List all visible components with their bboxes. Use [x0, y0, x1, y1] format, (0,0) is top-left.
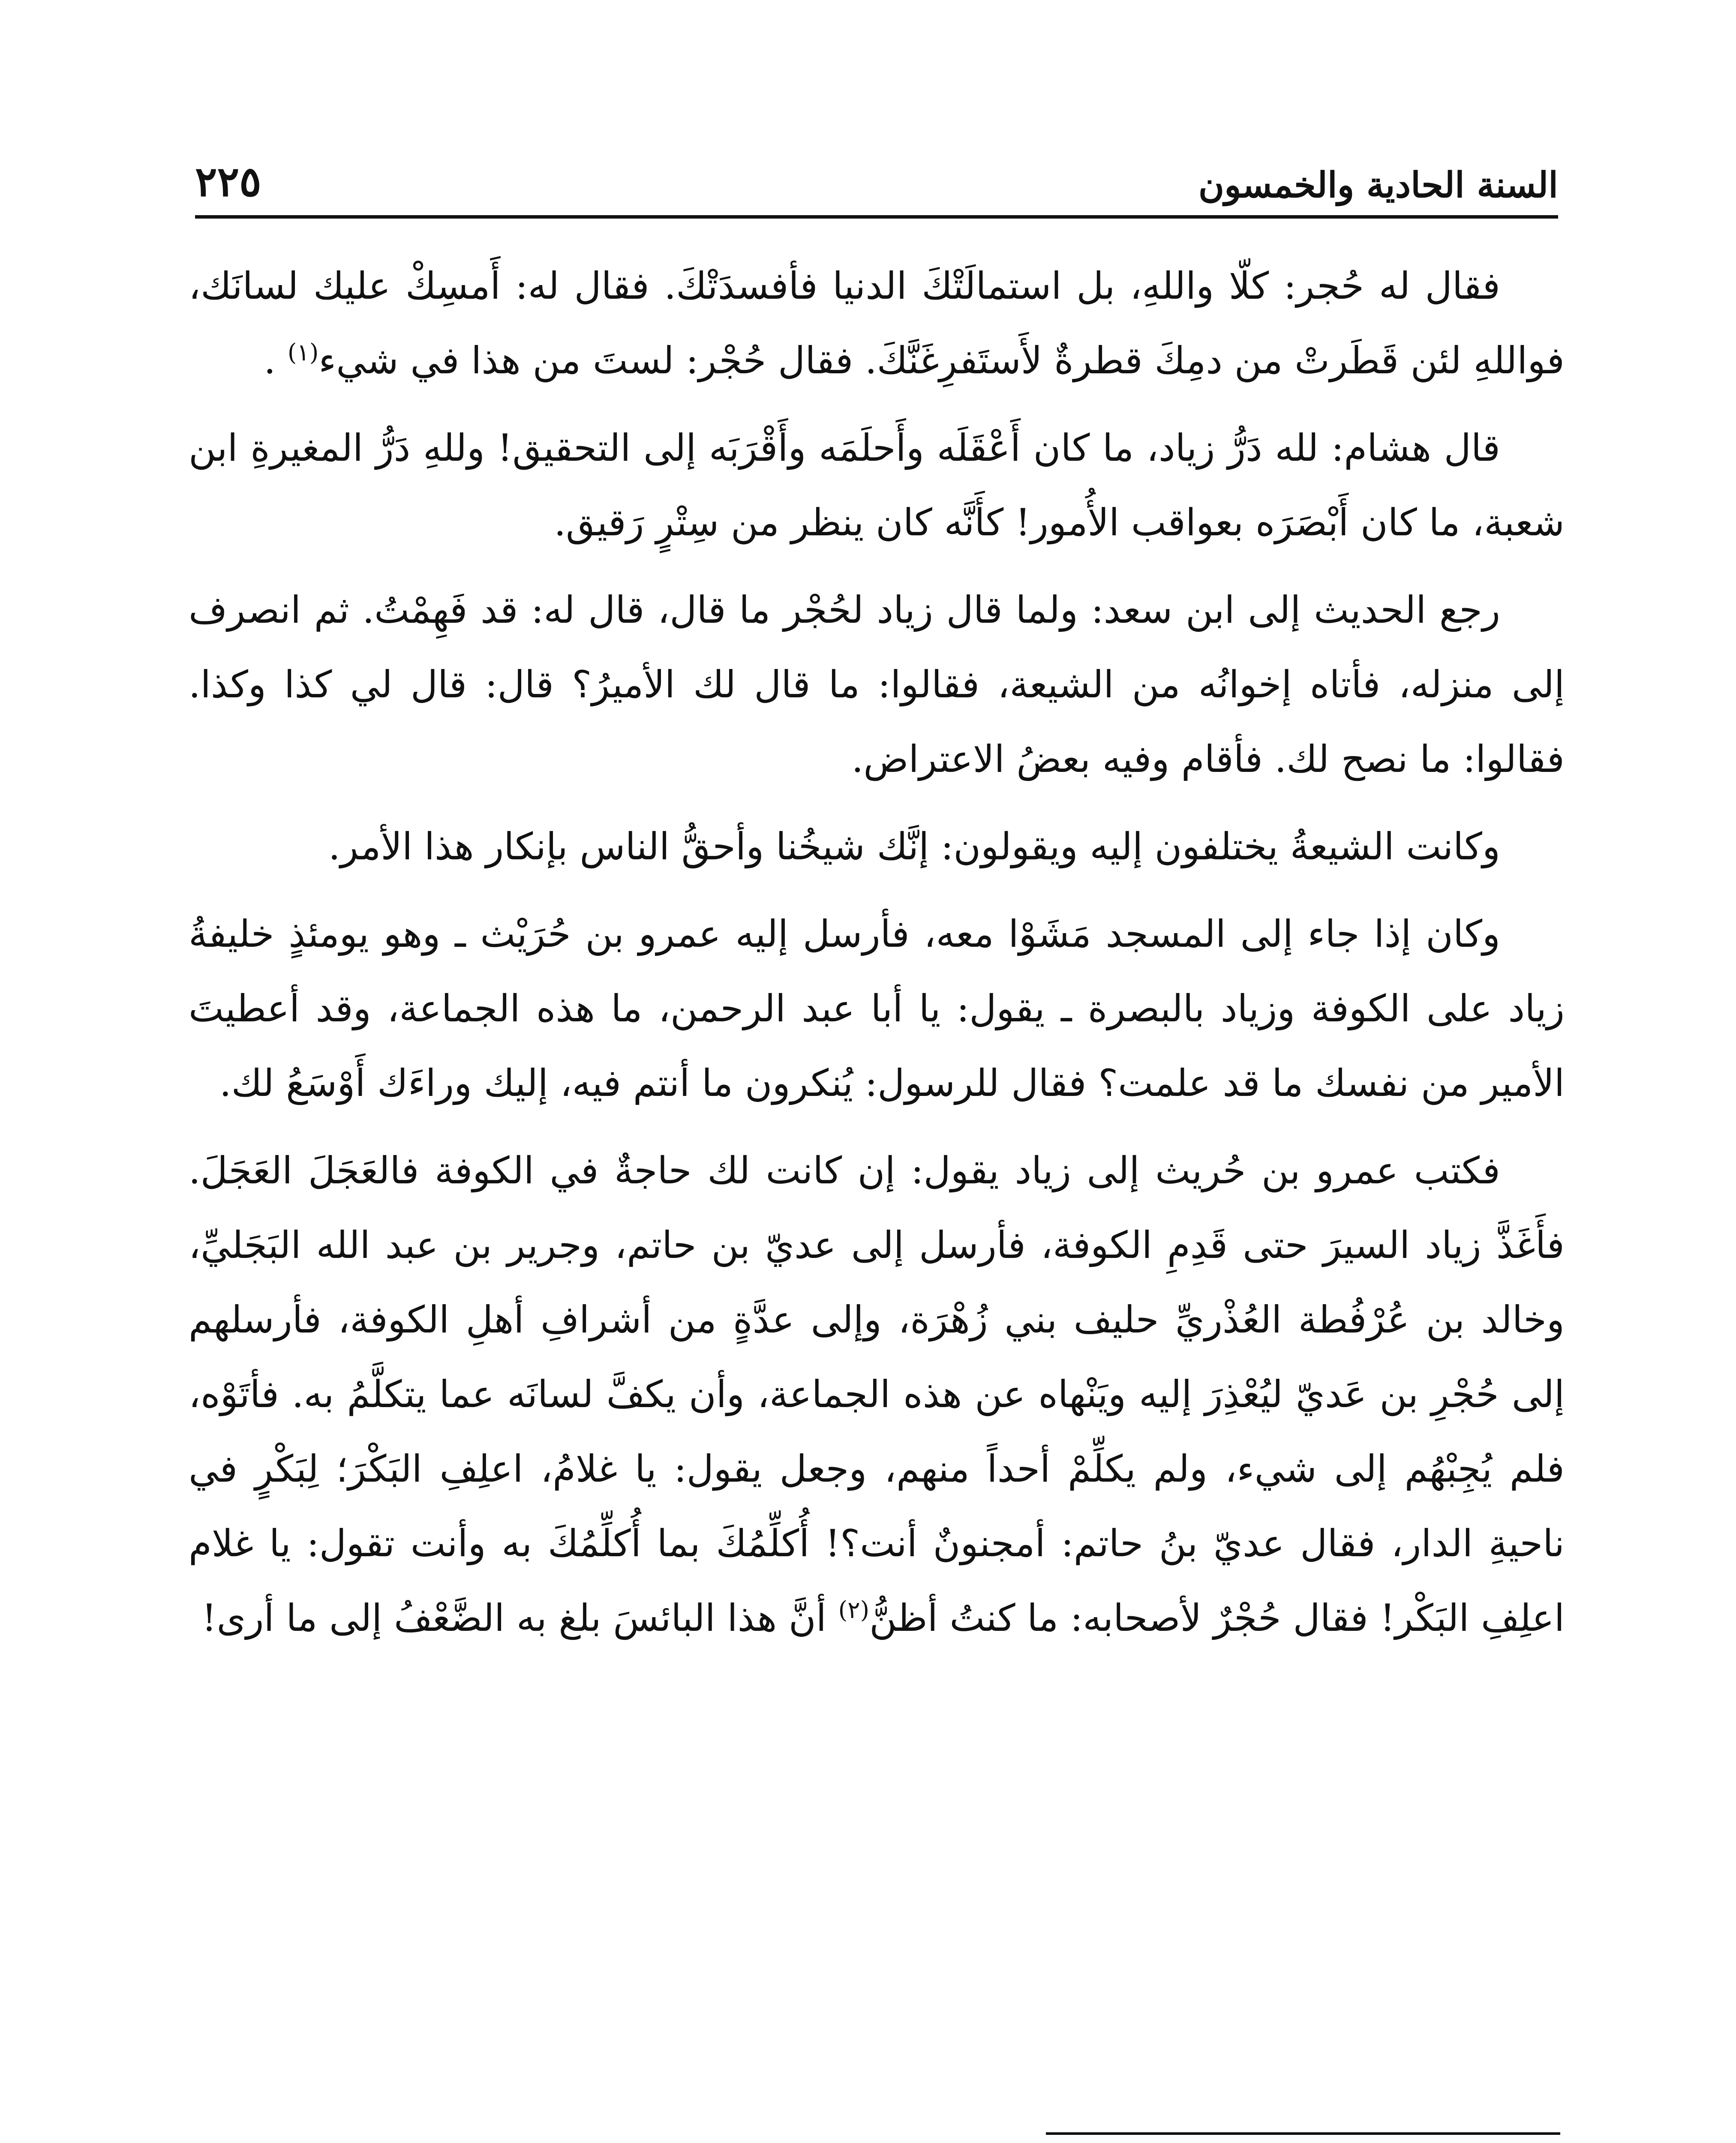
footnote-ref-2: (٢) [838, 1596, 870, 1624]
paragraph-6 [189, 1133, 1565, 1655]
footnote-ref-1: (١) [287, 339, 319, 366]
paragraph-3: رجع الحديث إلى ابن سعد: ولما قال زياد لحُجْر ما قال، قال له: قد فَهِمْتُ. ثم انصرف إلى منزله، فأتاه إخوانُه من الشيعة، فقالوا: ما قال لك الأميرُ؟ قال: قال لي كذا وكذا. فقالوا: ما نصح لك. فأقام وفيه بعضُ الاعتراض. [189, 588, 1565, 781]
paragraph-4: وكانت الشيعةُ يختلفون إليه ويقولون: إنَّك شيخُنا وأحقُّ الناس بإنكار هذا الأمر. [328, 825, 1500, 868]
paragraph-1-text: فقال له حُجر: كلّا واللهِ، بل استمالَتْكَ الدنيا فأفسدَتْكَ. فقال له: أَمسِكْ عليك لسانَك، فواللهِ لئن قَطَرتْ من دمِكَ قطرةٌ لأَستَفرِغَنَّكَ. فقال حُجْر: لستَ من هذا في شيء [189, 264, 1565, 382]
paragraph-1-end: . [264, 339, 288, 382]
main-text [189, 249, 1565, 1668]
paragraph-6-text: فكتب عمرو بن حُريث إلى زياد يقول: إن كانت لك حاجةٌ في الكوفة فالعَجَلَ العَجَلَ. فأَغَذَّ زياد السيرَ حتى قَدِمِ الكوفة، فأرسل إلى عديّ بن حاتم، وجرير بن عبد الله البَجَليِّ، وخالد بن عُرْفُطة العُذْريِّ حليف بني زُهْرَة، وإلى عدَّةٍ من أشرافِ أهلِ الكوفة، فأرسلهم إلى حُجْرِ بن عَديّ ليُعْذِرَ إليه ويَنْهاه عن هذه الجماعة، وأن يكفَّ لسانَه عما يتكلَّمُ به. فأتَوْه، فلم يُجِبْهُم إلى شيء، ولم يكلِّمْ أحداً منهم، وجعل يقول: يا غلامُ، اعلِفِ البَكْرَ؛ لِبَكْرٍ في ناحيةِ الدار، فقال عديّ بنُ حاتم: أمجنونٌ أنت؟! أُكلِّمُكَ بما أُكلِّمُكَ به وأنت تقول: يا غلام اعلِفِ البَكْر! فقال حُجْرٌ لأصحابه: ما كنتُ أظنُّ [189, 1149, 1565, 1640]
paragraph-1 [189, 249, 1565, 398]
paragraph-5: وكان إذا جاء إلى المسجد مَشَوْا معه، فأرسل إليه عمرو بن حُرَيْث ـ وهو يومئذٍ خليفةُ زياد على الكوفة وزياد بالبصرة ـ يقول: يا أبا عبد الرحمن، ما هذه الجماعة، وقد أعطيتَ الأمير من نفسك ما قد علمت؟ فقال للرسول: يُنكرون ما أنتم فيه، إليك وراءَك أَوْسَعُ لك. [189, 912, 1565, 1105]
running-title: السنة الحادية والخمسون [1198, 165, 1558, 206]
paragraph-2: قال هشام: لله دَرُّ زياد، ما كان أَعْقَلَه وأَحلَمَه وأَقْرَبَه إلى التحقيق! وللهِ دَرُّ المغيرةِ ابن شعبة، ما كان أَبْصَرَه بعواقب الأُمور! كأَنَّه كان ينظر من سِتْرٍ رَقيق. [189, 426, 1565, 544]
page-header [195, 141, 1558, 219]
footnote-separator [1046, 2132, 1560, 2135]
page-number: ٢٢٥ [195, 157, 261, 206]
paragraph-6-end: أنَّ هذا البائسَ بلغ به الضَّعْفُ إلى ما أرى! [201, 1596, 838, 1640]
